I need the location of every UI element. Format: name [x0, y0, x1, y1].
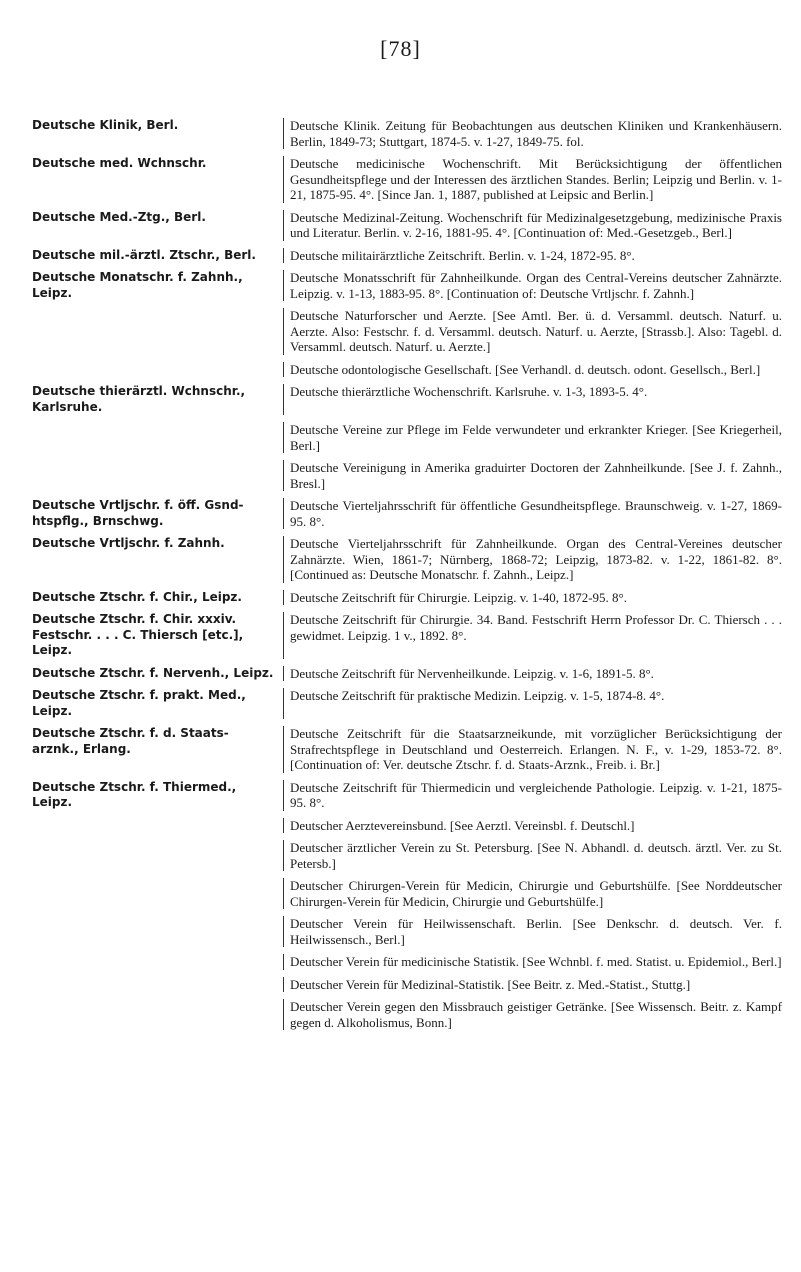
entry-full-title: Deutsche Zeitschrift für Nervenheilkunde. Leipzig. v. 1-6, 1891-5. 8°. — [283, 666, 782, 682]
entry-full-title: Deutscher Chirurgen-Verein für Medicin, Chirurgie und Geburtshülfe. [See Norddeutscher Chirurgen-Verein für Medicin, Chirurgie und Geburtshülfe.] — [283, 878, 782, 909]
entry-full-title: Deutsche Monatsschrift für Zahnheilkunde. Organ des Central-Vereins deutscher Zahnärzte. Leipzig. v. 1-13, 1883-95. 8°. [Continuation of: Deutsche Vrtljschr. f. Zahnh.] — [283, 270, 782, 301]
entry-abbreviation: Deutsche mil.-ärztl. Ztschr., Berl. — [32, 247, 256, 262]
entry-full-title: Deutsche Vereinigung in Amerika graduirter Doctoren der Zahnheilkunde. [See J. f. Zahnh., Bresl.] — [283, 460, 782, 491]
catalog-entry — [32, 118, 782, 149]
entry-full-title: Deutsche Zeitschrift für die Staatsarzneikunde, mit vorzüglicher Berücksichtigung der Strafrechtspflege in Deutschland und Oesterreich. Erlangen. N. F., v. 1-29, 1853-72. 8°. [Continuation of: Ver. deutsche Ztschr. f. d. Staats-Arznk., Freib. i. Br.] — [283, 726, 782, 773]
entry-abbreviation — [32, 878, 283, 909]
catalog-entry — [32, 840, 782, 871]
entry-full-title: Deutsche thierärztliche Wochenschrift. Karlsruhe. v. 1-3, 1893-5. 4°. — [283, 384, 782, 415]
entry-abbreviation — [32, 999, 283, 1030]
entry-full-title: Deutsche Klinik. Zeitung für Beobachtungen aus deutschen Kliniken und Krankenhäusern. Berlin, 1849-73; Stuttgart, 1874-5. v. 1-27, 1849-75. fol. — [283, 118, 782, 149]
entry-abbreviation: Deutsche Ztschr. f. Nervenh., Leipz. — [32, 665, 274, 680]
entry-abbreviation: Deutsche Ztschr. f. Chir. xxxiv. Festschr. . . . C. Thiersch [etc.], Leipz. — [32, 612, 244, 657]
entry-full-title: Deutscher Aerztevereinsbund. [See Aerztl. Vereinsbl. f. Deutschl.] — [283, 818, 782, 834]
entry-abbreviation: Deutsche Ztschr. f. d. Staats-arznk., Erlang. — [32, 726, 229, 756]
page-number: [78] — [380, 36, 421, 61]
entry-full-title: Deutsche Vierteljahrsschrift für öffentliche Gesundheitspflege. Braunschweig. v. 1-27, 1869-95. 8°. — [283, 498, 782, 529]
catalog-entry — [32, 590, 782, 606]
entry-abbreviation: Deutsche med. Wchnschr. — [32, 156, 207, 170]
entry-full-title: Deutsche Zeitschrift für Thiermedicin und vergleichende Pathologie. Leipzig. v. 1-21, 1875-95. 8°. — [283, 780, 782, 811]
entry-abbreviation — [32, 362, 283, 378]
entry-abbreviation — [32, 954, 283, 970]
catalog-entry — [32, 536, 782, 583]
entry-abbreviation: Deutsche Monatschr. f. Zahnh., Leipz. — [32, 270, 243, 300]
entry-full-title: Deutsche Zeitschrift für Chirurgie. Leipzig. v. 1-40, 1872-95. 8°. — [283, 590, 782, 606]
entry-abbreviation — [32, 460, 283, 491]
entry-abbreviation: Deutsche Ztschr. f. prakt. Med., Leipz. — [32, 688, 246, 718]
entry-abbreviation — [32, 916, 283, 947]
catalog-entry — [32, 460, 782, 491]
entry-full-title: Deutscher Verein für Medizinal-Statistik. [See Beitr. z. Med.-Statist., Stuttg.] — [283, 977, 782, 993]
entry-list — [32, 118, 782, 1037]
entry-abbreviation — [32, 818, 283, 834]
catalog-entry — [32, 780, 782, 811]
entry-full-title: Deutsche Zeitschrift für praktische Medizin. Leipzig. v. 1-5, 1874-8. 4°. — [283, 688, 782, 719]
catalog-entry — [32, 612, 782, 659]
catalog-entry — [32, 270, 782, 301]
entry-abbreviation: Deutsche Ztschr. f. Chir., Leipz. — [32, 589, 242, 604]
catalog-entry — [32, 954, 782, 970]
catalog-entry — [32, 878, 782, 909]
entry-full-title: Deutsche odontologische Gesellschaft. [See Verhandl. d. deutsch. odont. Gesellsch., Berl.] — [283, 362, 782, 378]
entry-abbreviation: Deutsche Med.-Ztg., Berl. — [32, 209, 206, 224]
entry-abbreviation — [32, 840, 283, 871]
entry-abbreviation — [32, 308, 283, 355]
catalog-entry — [32, 688, 782, 719]
entry-abbreviation — [32, 422, 283, 453]
entry-full-title: Deutsche Naturforscher und Aerzte. [See Amtl. Ber. ü. d. Versamml. deutsch. Naturf. u. Aerzte. Also: Festschr. f. d. Versamml. deutsch. Naturf. u. Aerzte, [Strassb.]. Also: Tagebl. d. Versamml. deutsch. Naturf. u. Aerzte.] — [283, 308, 782, 355]
catalog-entry — [32, 977, 782, 993]
entry-full-title: Deutsche Medizinal-Zeitung. Wochenschrift für Medizinalgesetzgebung, medizinische Praxis und Literatur. Berlin. v. 2-16, 1881-95. 4°. [Continuation of: Med.-Gesetzgeb., Berl.] — [283, 210, 782, 241]
entry-abbreviation: Deutsche Vrtljschr. f. öff. Gsnd-htspflg., Brnschwg. — [32, 498, 244, 528]
catalog-entry — [32, 248, 782, 264]
catalog-entry — [32, 308, 782, 355]
entry-full-title: Deutscher ärztlicher Verein zu St. Petersburg. [See N. Abhandl. d. deutsch. ärztl. Ver. zu St. Petersb.] — [283, 840, 782, 871]
entry-full-title: Deutsche Zeitschrift für Chirurgie. 34. Band. Festschrift Herrn Professor Dr. C. Thiersch . . . gewidmet. Leipzig. 1 v., 1892. 8°. — [283, 612, 782, 659]
entry-full-title: Deutsche medicinische Wochenschrift. Mit Berücksichtigung der öffentlichen Gesundheitspflege und der Interessen des ärztlichen Standes. Berlin; Leipzig und Berlin. v. 1-21, 1875-95. 4°. [Since Jan. 1, 1887, published at Leipsic and Berlin.] — [283, 156, 782, 203]
catalog-entry — [32, 999, 782, 1030]
entry-full-title: Deutscher Verein für medicinische Statistik. [See Wchnbl. f. med. Statist. u. Epidemiol., Berl.] — [283, 954, 782, 970]
catalog-entry — [32, 666, 782, 682]
entry-abbreviation: Deutsche Ztschr. f. Thiermed., Leipz. — [32, 779, 237, 809]
entry-abbreviation — [32, 977, 283, 993]
entry-full-title: Deutsche militairärztliche Zeitschrift. Berlin. v. 1-24, 1872-95. 8°. — [283, 248, 782, 264]
catalog-entry — [32, 726, 782, 773]
entry-abbreviation: Deutsche Klinik, Berl. — [32, 118, 179, 132]
entry-full-title: Deutscher Verein für Heilwissenschaft. Berlin. [See Denkschr. d. deutsch. Ver. f. Heilwissensch., Berl.] — [283, 916, 782, 947]
entry-full-title: Deutscher Verein gegen den Missbrauch geistiger Getränke. [See Wissensch. Beitr. z. Kampf gegen d. Alkoholismus, Bonn.] — [283, 999, 782, 1030]
catalog-entry — [32, 818, 782, 834]
catalog-entry — [32, 156, 782, 203]
entry-abbreviation: Deutsche thierärztl. Wchnschr., Karlsruhe. — [32, 384, 246, 414]
entry-full-title: Deutsche Vereine zur Pflege im Felde verwundeter und erkrankter Krieger. [See Kriegerheil, Berl.] — [283, 422, 782, 453]
entry-abbreviation: Deutsche Vrtljschr. f. Zahnh. — [32, 536, 225, 550]
catalog-entry — [32, 362, 782, 378]
catalog-entry — [32, 498, 782, 529]
entry-full-title: Deutsche Vierteljahrsschrift für Zahnheilkunde. Organ des Central-Vereines deutscher Zahnärzte. Wien, 1861-7; Nürnberg, 1868-72; Leipzig, 1873-82. v. 1-22, 1861-82. 8°. [Continued as: Deutsche Monatschr. f. Zahnh., Leipz.] — [283, 536, 782, 583]
catalog-entry — [32, 384, 782, 415]
catalog-entry — [32, 210, 782, 241]
catalog-entry — [32, 916, 782, 947]
catalog-entry — [32, 422, 782, 453]
